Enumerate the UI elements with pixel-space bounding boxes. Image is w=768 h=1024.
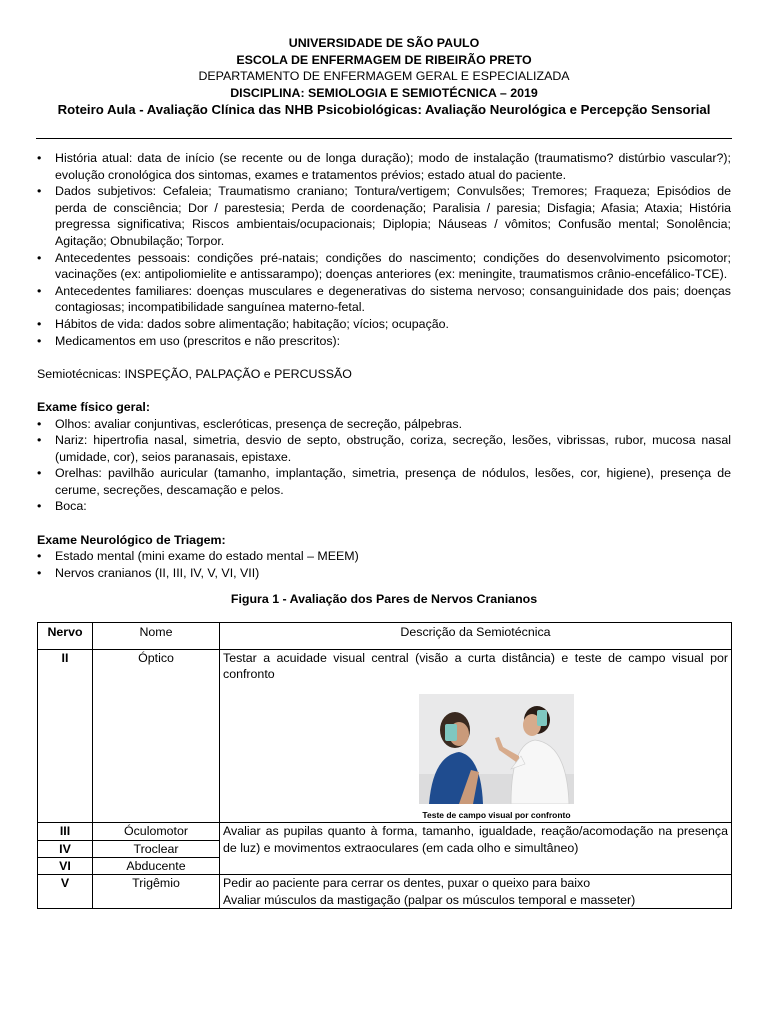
header-divider	[36, 138, 732, 139]
document-header	[30, 35, 738, 119]
figure-title: Figura 1 - Avaliação dos Pares de Nervos Cranianos	[230, 592, 538, 607]
bullet: •	[37, 549, 42, 564]
list-item: • História atual: data de início (se recente ou de longa duração); modo de instalação (traumatismo? distúrbio vascular?); evolução cronológica dos sintomas, exames e tratamentos prévios; estado atual do paciente.	[37, 151, 731, 182]
neuro-exam-heading: Exame Neurológico de Triagem:	[37, 532, 226, 547]
list-item: • Boca:	[37, 499, 87, 514]
list-item: • Antecedentes familiares: doenças musculares e degenerativas do sistema nervoso; consanguinidade dos pais; doenças contagiosas; incompatibilidade sanguínea materno-fetal.	[37, 283, 731, 315]
bullet: •	[37, 466, 42, 481]
anamnesis-list	[37, 150, 731, 349]
list-item: • Medicamentos em uso (prescritos e não prescritos):	[37, 333, 341, 348]
semiotechniques-line: Semiotécnicas: INSPEÇÃO, PALPAÇÃO e PERCUSSÃO	[37, 366, 352, 381]
bullet: •	[37, 283, 42, 298]
list-item: • Orelhas: pavilhão auricular (tamanho, implantação, simetria, presença de nódulos, lesões, cor, higiene), presença de cerume, secreções, descamação e pelos.	[37, 466, 731, 497]
table-row	[38, 650, 732, 823]
confrontation-test-photo	[419, 694, 574, 804]
list-item: • Estado mental (mini exame do estado mental – MEEM)	[37, 549, 359, 564]
school-name: ESCOLA DE ENFERMAGEM DE RIBEIRÃO PRETO	[236, 52, 532, 67]
document-title: Roteiro Aula - Avaliação Clínica das NHB Psicobiológicas: Avaliação Neurológica e Percepção Sensorial	[57, 102, 711, 117]
list-item: • Antecedentes pessoais: condições pré-natais; condições do nascimento; condições do desenvolvimento psicomotor; vacinações (ex: antipoliomielite e antissarampo); doenças anteriores (ex: meningite, traumatismos crânio-encefálico-TCE).	[37, 250, 731, 282]
name-cell: Abducente	[93, 858, 220, 875]
department-name: DEPARTAMENTO DE ENFERMAGEM GERAL E ESPECIALIZADA	[198, 69, 570, 83]
col-header-description: Descrição da Semiotécnica	[220, 623, 732, 650]
eye-nerves-description: Avaliar as pupilas quanto à forma, tamanho, igualdade, reação/acomodação na presença de luz) e movimentos extraoculares (em cada olho e simultâneo)	[220, 823, 732, 875]
discipline-name: DISCIPLINA: SEMIOLOGIA E SEMIOTÉCNICA – 2019	[230, 85, 538, 100]
optic-description: Testar a acuidade visual central (visão a curta distância) e teste de campo visual por confronto	[223, 651, 728, 682]
name-cell: Óculomotor	[93, 823, 220, 840]
description-cell	[220, 650, 732, 823]
bullet: •	[37, 499, 42, 514]
nerve-cell: IV	[38, 840, 93, 857]
table-row	[38, 823, 732, 840]
description-cell	[220, 875, 732, 909]
bullet: •	[37, 250, 42, 265]
bullet: •	[37, 433, 42, 448]
general-exam-list	[37, 416, 731, 516]
list-item: • Nariz: hipertrofia nasal, simetria, desvio de septo, obstrução, coriza, secreção, lesões, vibrissas, rubor, mucosa nasal (umidade, cor), seios paranasais, epistaxe.	[37, 433, 731, 464]
col-header-name: Nome	[93, 623, 220, 650]
bullet: •	[37, 151, 42, 165]
nerve-cell: II	[38, 650, 93, 823]
nerve-cell: V	[38, 875, 93, 909]
bullet: •	[37, 316, 42, 331]
bullet: •	[37, 333, 42, 348]
bullet: •	[37, 565, 42, 580]
neuro-exam-list	[37, 548, 731, 581]
trigeminal-description-1: Pedir ao paciente para cerrar os dentes, puxar o queixo para baixo	[223, 876, 591, 891]
list-item: • Hábitos de vida: dados sobre alimentação; habitação; vícios; ocupação.	[37, 316, 449, 331]
cranial-nerves-table	[37, 622, 732, 909]
table-header-row	[38, 623, 732, 650]
nerve-cell: VI	[38, 858, 93, 875]
col-header-nerve: Nervo	[38, 623, 93, 650]
photo-caption: Teste de campo visual por confronto	[422, 810, 571, 821]
list-item: • Dados subjetivos: Cefaleia; Traumatismo craniano; Tontura/vertigem; Convulsões; Tremores; Fraqueza; Episódios de perda de consciência; Dor / parestesia; Perda de coordenação; Paralisia / paresia; Disfagia; Afasia; Ataxia; História pregressa significativa; Riscos ambientais/ocupacionais; Diplopia; Náuseas / vômitos; Confusão mental; Sonolência; Agitação; Obnubilação; Torpor.	[37, 184, 731, 248]
university-name: UNIVERSIDADE DE SÃO PAULO	[288, 36, 480, 50]
name-cell: Trigêmio	[93, 875, 220, 909]
list-item: • Nervos cranianos (II, III, IV, V, VI, VII)	[37, 565, 260, 580]
nerve-cell: III	[38, 823, 93, 840]
bullet: •	[37, 416, 42, 431]
general-exam-heading: Exame físico geral:	[37, 399, 150, 414]
name-cell: Óptico	[93, 650, 220, 823]
list-item: • Olhos: avaliar conjuntivas, escleróticas, presença de secreção, pálpebras.	[37, 416, 463, 431]
table-row	[38, 875, 732, 909]
document-body	[37, 150, 731, 909]
confrontation-test-figure	[419, 694, 574, 820]
name-cell: Troclear	[93, 840, 220, 857]
trigeminal-description-2: Avaliar músculos da mastigação (palpar os músculos temporal e masseter)	[223, 892, 636, 907]
bullet: •	[37, 184, 42, 199]
